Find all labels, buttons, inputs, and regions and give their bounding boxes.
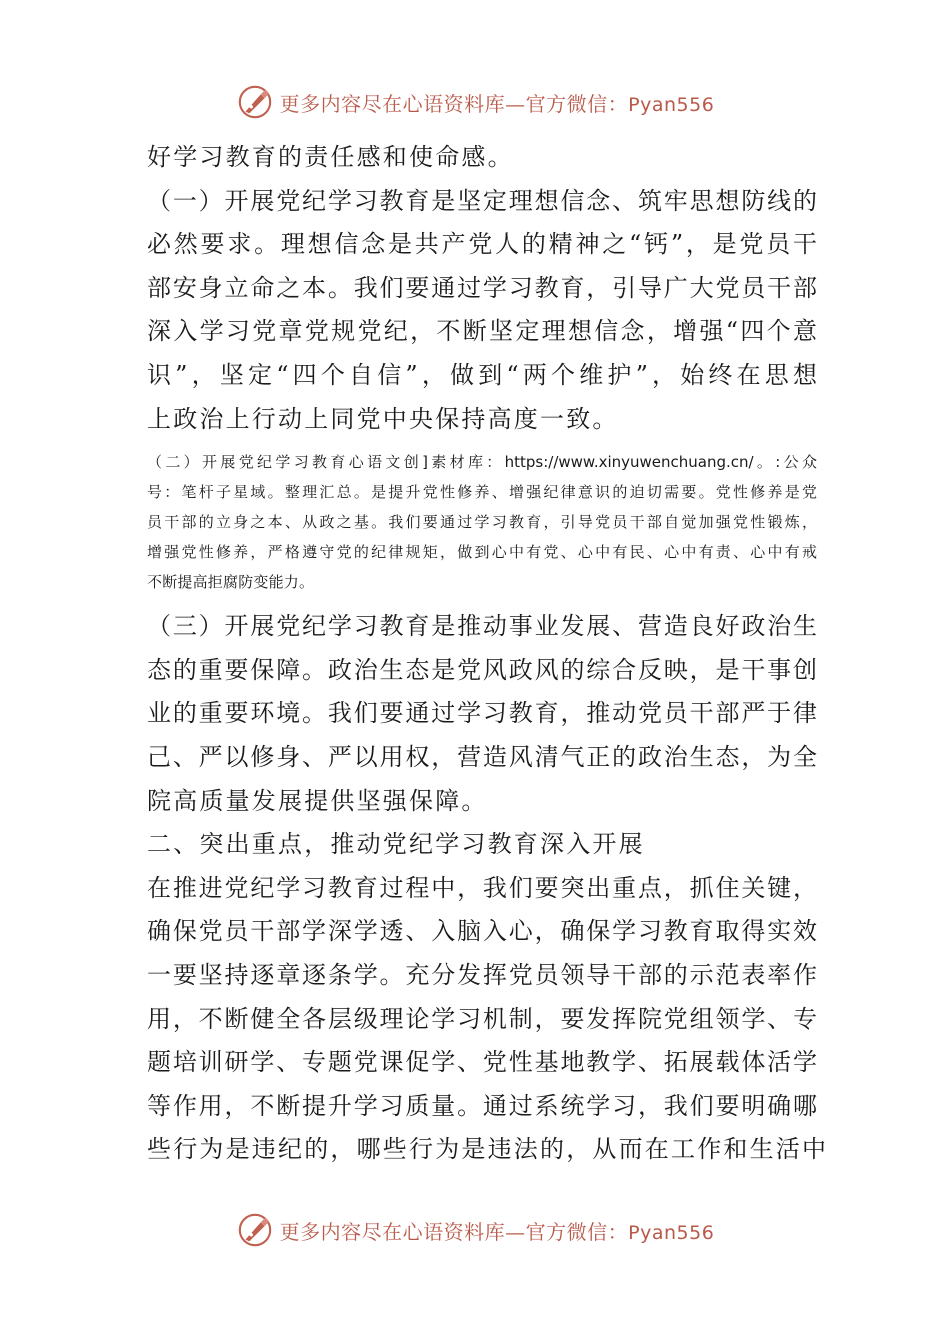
text-line: 深入学习党章党规党纪，不断坚定理想信念，增强“四个意	[147, 317, 817, 346]
text-line: （一）开展党纪学习教育是坚定理想信念、筑牢思想防线的	[147, 186, 817, 215]
text-line: 一要坚持逐章逐条学。充分发挥党员领导干部的示范表率作	[147, 960, 817, 989]
text-line: 己、严以修身、严以用权，营造风清气正的政治生态，为全	[147, 742, 817, 771]
text-line: 态的重要保障。政治生态是党风政风的综合反映，是干事创	[147, 655, 817, 684]
paragraph	[147, 823, 817, 867]
watermark-account: Pyan556	[628, 1221, 715, 1244]
document-body	[147, 136, 829, 1172]
paragraph-group-before	[147, 136, 817, 441]
watermark-text: 更多内容尽在心语资料库—官方微信：Pyan556	[279, 91, 715, 116]
small-text-line: 增强党性修养，严格遵守党的纪律规矩，做到心中有党、心中有民、心中有责、心中有戒	[147, 543, 817, 562]
text-line: 识”，坚定“四个自信”，做到“两个维护”，始终在思想	[147, 360, 817, 389]
text-line: 用，不断健全各层级理论学习机制，要发挥院党组领学、专	[147, 1004, 817, 1033]
text-line: 确保党员干部学深学透、入脑入心，确保学习教育取得实效	[147, 917, 817, 946]
text-line: 题培训研学、专题党课促学、党性基地教学、拓展载体活学	[147, 1048, 817, 1077]
small-text-line: 号：笔杆子星域。整理汇总。是提升党性修养、增强纪律意识的迫切需要。党性修养是党	[147, 483, 817, 502]
watermark-text: 更多内容尽在心语资料库—官方微信：Pyan556	[279, 1219, 715, 1244]
text-line: 必然要求。理想信念是共产党人的精神之“钙”，是党员干	[147, 230, 817, 259]
text-line: 部安身立命之本。我们要通过学习教育，引导广大党员干部	[147, 273, 817, 302]
text-line: 院高质量发展提供坚强保障。	[147, 786, 488, 815]
pen-nib-seal-icon	[236, 83, 274, 121]
watermark-account: Pyan556	[628, 93, 715, 116]
small-text-line: 不断提高拒腐防变能力。	[147, 573, 315, 592]
text-line: （三）开展党纪学习教育是推动事业发展、营造良好政治生	[147, 612, 817, 641]
paragraph	[147, 136, 817, 180]
footer-watermark-banner	[0, 1208, 950, 1252]
paragraph	[147, 867, 829, 1172]
text-line: 好学习教育的责任感和使命感。	[147, 143, 514, 171]
text-line: 些行为是违纪的，哪些行为是违法的，从而在工作和生活中	[147, 1135, 829, 1164]
text-line: 上政治上行动上同党中央保持高度一致。	[147, 404, 619, 433]
small-text-line[interactable]: （二）开展党纪学习教育心语文创]素材库：https://www.xinyuwenchuang.cn/。:公众	[147, 453, 817, 472]
header-watermark-banner	[0, 80, 950, 124]
text-line: 业的重要环境。我们要通过学习教育，推动党员干部严于律	[147, 699, 817, 728]
small-print-paragraph	[147, 441, 817, 605]
paragraph-group-after	[147, 605, 829, 1172]
small-text-line: 员干部的立身之本、从政之基。我们要通过学习教育，引导党员干部自觉加强党性锻炼，	[147, 513, 817, 532]
paragraph	[147, 180, 817, 442]
text-line: 在推进党纪学习教育过程中，我们要突出重点，抓住关键，	[147, 873, 817, 902]
text-line: 等作用，不断提升学习质量。通过系统学习，我们要明确哪	[147, 1091, 817, 1120]
text-line: 二、突出重点，推动党纪学习教育深入开展	[147, 830, 645, 859]
pen-nib-seal-icon	[236, 1211, 274, 1249]
paragraph	[147, 605, 817, 823]
